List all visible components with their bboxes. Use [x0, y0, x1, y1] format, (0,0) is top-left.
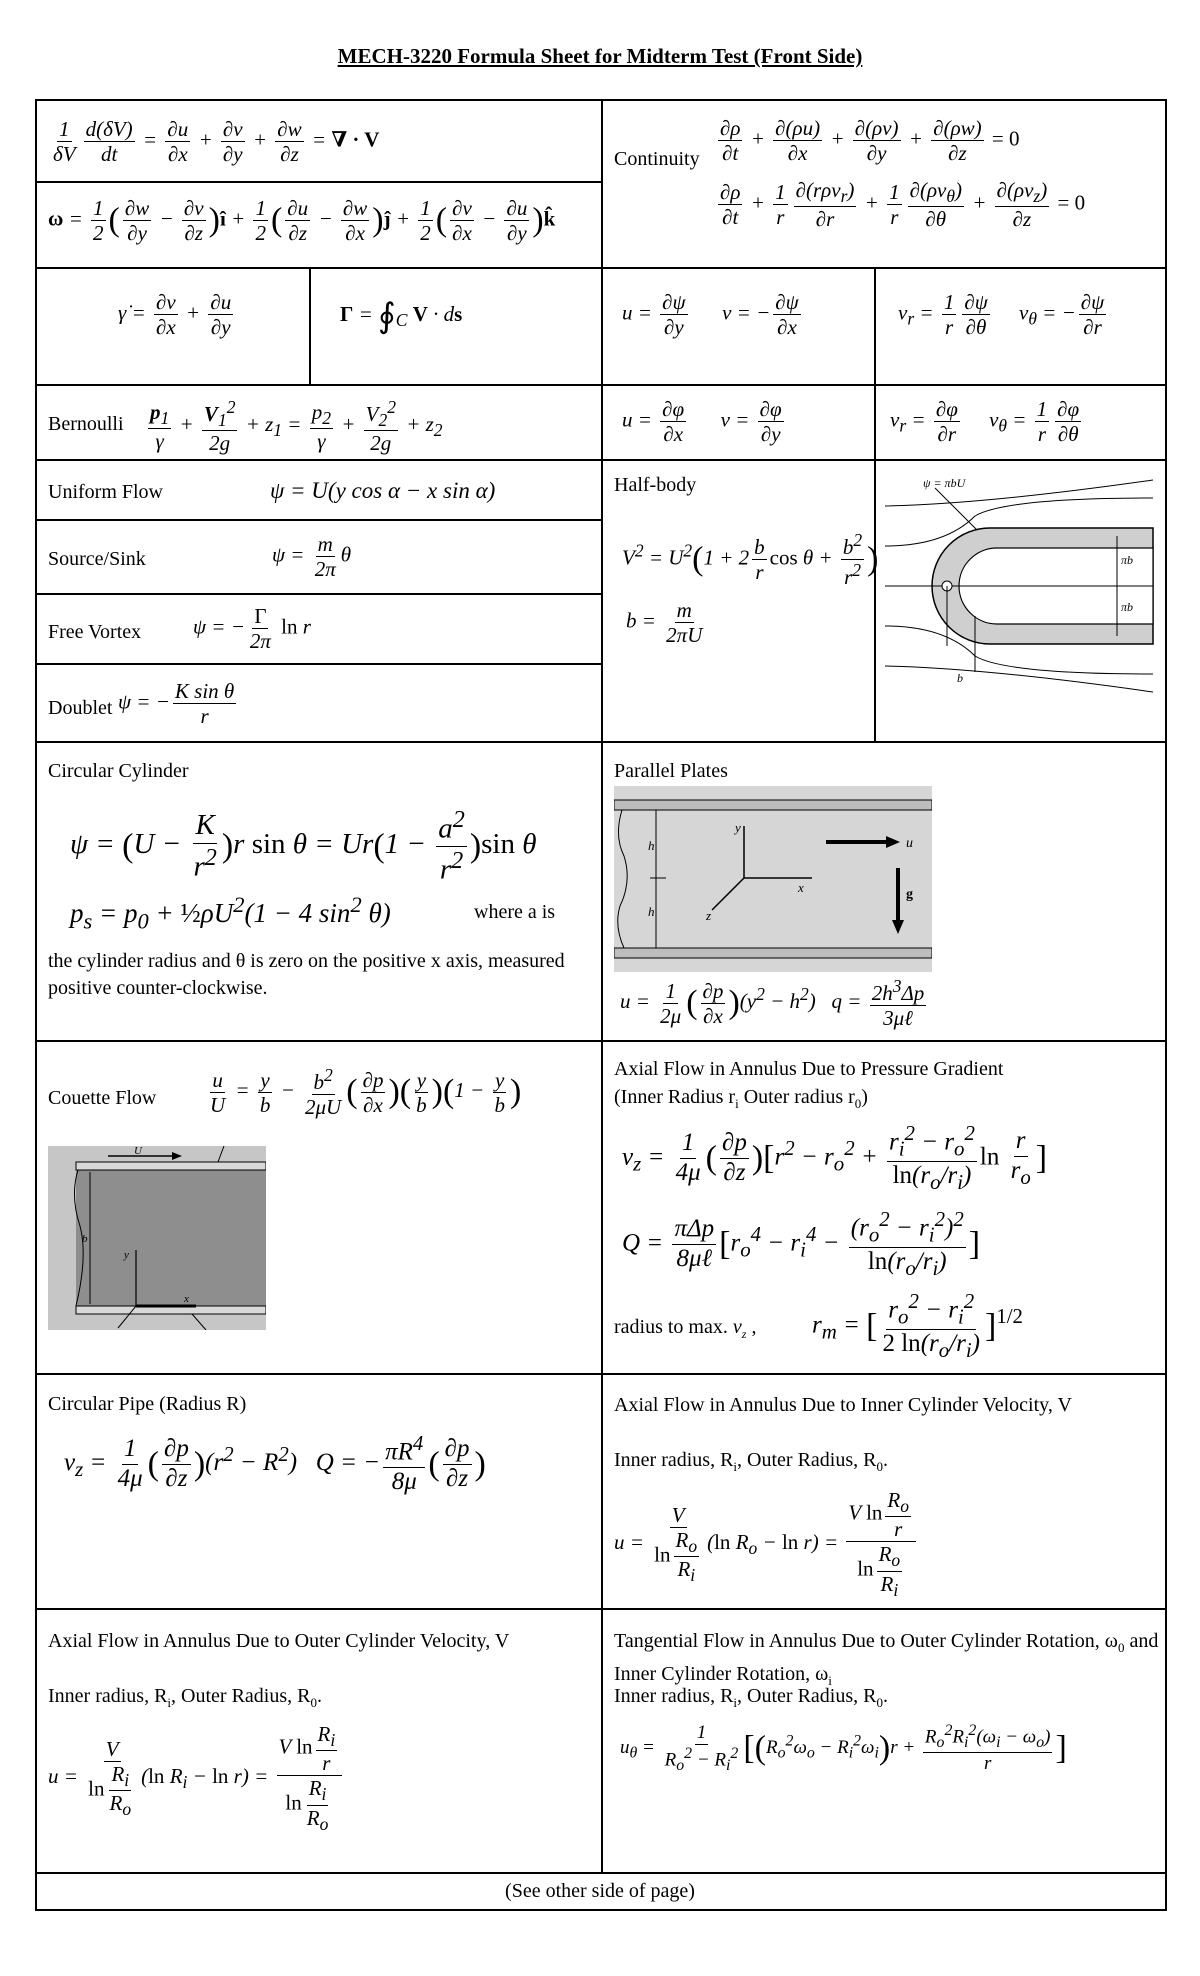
vorticity-eq: ω = $\frac{1}{2}$ ( $\frac{\partial w}{\partial y}$ − $\frac{\partial v}{\partial z}$ )î + $\frac{1}{2}$ ( $\frac{\partial u}{\partial z}$ − $\frac{\partial w}{\partial x}$ )ĵ + $\frac{1}{2}$ ( $\frac{\partial v}{\partial x}$ − $\frac{\partial u}{\partial y}$ )k̂ — [48, 196, 556, 246]
tangential-radii: Inner radius, $R_i$, Outer Radius, $R_0$. — [614, 1685, 888, 1710]
cylinder-pressure-eq: $p_s = p_0$ + $\frac{1}{2}\rho U^2(1 - 4$ $\sin^2 \theta$) — [70, 892, 391, 934]
half-body-b-eq: b = $\frac{m}{2\pi U}$ — [626, 598, 703, 648]
half-body-psi-label: ψ = πbU — [923, 476, 966, 490]
couette-flow-label: Couette Flow — [48, 1087, 157, 1109]
circulation-eq: $\Gamma = ∮_C$ V · ds — [340, 298, 463, 335]
continuity-cylindrical-eq: $\frac{\partial\rho}{\partial t}$ + $\frac{1}{r}$ $\frac{\partial(r\rho v_r)}{\partial r}$ + $\frac{1}{r}$ $\frac{\partial(\rho v_\theta)}{\partial\theta}$ + $\frac{\partial(\rho v_z)}{\partial z}$ = 0 — [720, 178, 1086, 232]
volumetric-dilatation-eq: $\frac{1}{\delta V}$ $\frac{d(\delta V)}{dt}$ = $\frac{\partial u}{\partial x}$ + $\frac{\partial v}{\partial y}$ + $\frac{\partial w}{\partial z}$ = ∇ · V — [53, 117, 380, 167]
half-body-label: Half-body — [614, 474, 697, 496]
potential-cartesian-eq: u = $\frac{\partial\varphi}{\partial x}$ v = $\frac{\partial\varphi}{\partial y}$ — [622, 397, 782, 447]
annulus-pressure-subtitle: (Inner Radius $r_i$ Outer radius $r_0$) — [614, 1086, 868, 1111]
free-vortex-eq: ψ = − $\frac{\Gamma}{2\pi}$ ln r — [193, 604, 311, 654]
shear-strain-rate-eq: γ̇ = $\frac{\partial v}{\partial x}$ + $\frac{\partial u}{\partial y}$ — [118, 290, 232, 340]
potential-polar-eq: $v_r$ = $\frac{\partial\varphi}{\partial r}$ $v_\theta$ = $\frac{1}{r}$ $\frac{\partial\varphi}{\partial\theta}$ — [890, 397, 1080, 447]
couette-U-label: U — [134, 1146, 142, 1157]
plates-u-label: u — [906, 836, 913, 851]
annulus-pressure-title: Axial Flow in Annulus Due to Pressure Gradient — [614, 1058, 1004, 1080]
annulus-inner-title: Axial Flow in Annulus Due to Inner Cylinder Velocity, V — [614, 1394, 1072, 1416]
stream-function-cartesian-eq: u = $\frac{\partial\psi}{\partial y}$ v = − $\frac{\partial\psi}{\partial x}$ — [622, 290, 799, 340]
circular-pipe-eq: $v_z$ = $\frac{1}{4\mu}$ ( $\frac{\partial p}{\partial z}$ )$(r^2 - R^2)$ Q = − $\frac{\pi R^4}{8\mu}$ ( $\frac{\partial p}{\partial z}$ ) — [64, 1431, 486, 1496]
parallel-plates-figure — [614, 786, 932, 972]
footer-note: (See other side of page) — [505, 1880, 695, 1902]
plates-z-label: z — [706, 908, 712, 923]
half-body-pib-bottom: πb — [1121, 600, 1134, 614]
bernoulli-eq: $\frac{p_1}{\gamma}$ + $\frac{V_1^2}{2g}$ + $z_1$ = $\frac{p_2}{\gamma}$ + $\frac{V_2^2}{2g}$ + $z_2$ — [150, 397, 443, 456]
radius-to-max-label: radius to max. $v_z$ , — [614, 1316, 757, 1341]
couette-b-label: b — [82, 1233, 88, 1245]
continuity-cartesian-eq: $\frac{\partial\rho}{\partial t}$ + $\frac{\partial(\rho u)}{\partial x}$ + $\frac{\partial(\rho v)}{\partial y}$ + $\frac{\partial(\rho w)}{\partial z}$ = 0 — [720, 116, 1020, 166]
parallel-plates-label: Parallel Plates — [614, 760, 728, 782]
half-body-b-label: b — [957, 671, 963, 685]
tangential-velocity-eq: $u_\theta$ = $\frac{1}{R_o^2 - R_i^2}$ [$(R_o^2\omega_o - R_i^2\omega_i)r$ + $\frac{R_o^2R_i^2(\omega_i - \omega_o)}{r}$ ] — [620, 1722, 1067, 1775]
source-sink-eq: ψ = $\frac{m}{2\pi}$ θ — [272, 532, 352, 582]
half-body-figure — [885, 476, 1155, 696]
cylinder-note-text: the cylinder radius and θ is zero on the positive x axis, measured positive counter-clockwise. — [48, 950, 565, 999]
doublet-label: Doublet — [48, 697, 113, 719]
plates-g-label: g — [906, 887, 913, 902]
annulus-outer-radii: Inner radius, $R_i$, Outer Radius, $R_0$. — [48, 1685, 322, 1710]
annulus-inner-radii: Inner radius, $R_i$, Outer Radius, $R_0$. — [614, 1449, 888, 1474]
uniform-flow-label: Uniform Flow — [48, 481, 163, 503]
radius-max-eq: $r_m$ = [ $\frac{r_o^2 - r_i^2}{2 \ln(r_o/r_i)}$ ]$^{1/2}$ — [812, 1289, 1023, 1363]
annulus-flowrate-eq: Q = $\frac{\text{πΔp}}{\text{8μℓ}}$ [$r_o^4 - r_i^4$ − $\frac{(r_o^2 - r_i^2)^2}{\ln(r_o/r_i)}$ ] — [622, 1207, 981, 1281]
parallel-plates-eq: u = $\frac{1}{2\mu}$ ( $\frac{\partial p}{\partial x}$ )$(y^2 - h^2)$ q = $\frac{2h^3\Delta p}{\text{3μℓ}}$ — [620, 976, 925, 1031]
uniform-flow-eq: ψ = U(y cos α − x sin α) — [270, 478, 496, 503]
couette-x-label: x — [184, 1293, 189, 1305]
annulus-velocity-eq: $v_z$ = $\frac{1}{4\mu}$ ( $\frac{\partial p}{\partial z}$ )[$r^2 - r_o^2$ + $\frac{r_i^2 - r_o^2}{\ln(r_o/r_i)}$ ln $\frac{r}{r_o}$ ] — [622, 1121, 1048, 1195]
cylinder-stream-function-eq: ψ = (U − $\frac{K}{r^2}$ )r sin θ = Ur(1 − $\frac{a^2}{r^2}$ )sin θ — [70, 806, 537, 886]
sheet-title: MECH-3220 Formula Sheet for Midterm Test (Front Side) — [337, 44, 863, 68]
half-body-pib-top: πb — [1121, 553, 1134, 567]
free-vortex-label: Free Vortex — [48, 621, 142, 643]
continuity-label: Continuity — [614, 148, 700, 170]
cylinder-where-text: where a is — [474, 901, 556, 923]
stream-function-polar-eq: $v_r$ = $\frac{1}{r}$ $\frac{\partial\psi}{\partial\theta}$ $v_\theta$ = − $\frac{\partial\psi}{\partial r}$ — [898, 290, 1105, 340]
couette-flow-figure — [48, 1146, 266, 1330]
tangential-title: Tangential Flow in Annulus Due to Outer Cylinder Rotation, $\omega_0$ and Inner Cylinder Rotation, $\omega_i$ — [614, 1630, 1159, 1688]
source-sink-label: Source/Sink — [48, 548, 146, 570]
bernoulli-label: Bernoulli — [48, 413, 124, 435]
circular-cylinder-label: Circular Cylinder — [48, 760, 189, 782]
couette-flow-eq: $\frac{u}{U}$ = $\frac{y}{b}$ − $\frac{b^2}{2\mu U}$ ( $\frac{\partial p}{\partial x}$ )( $\frac{y}{b}$ )(1 − $\frac{y}{b}$ ) — [210, 1065, 522, 1120]
plates-h-top: h — [648, 838, 655, 853]
circular-pipe-label: Circular Pipe (Radius R) — [48, 1393, 247, 1415]
doublet-eq: ψ = − $\frac{\text{K sin θ}}{r}$ — [118, 679, 235, 729]
plates-h-bottom: h — [648, 904, 655, 919]
plates-y-label: y — [735, 820, 741, 835]
couette-y-label: y — [124, 1249, 129, 1261]
annulus-outer-title: Axial Flow in Annulus Due to Outer Cylinder Velocity, V — [48, 1630, 510, 1652]
annulus-inner-eq: u = V ln $\frac{R_o}{R_i}$ (ln $R_o - \ln r$) = V ln $\frac{R_o}{r}$ ln $\frac{R_o}{R_i}$ — [614, 1488, 919, 1600]
annulus-outer-eq: u = V ln $\frac{R_i}{R_o}$ (ln $R_i - \ln r$) = V ln $\frac{R_i}{r}$ ln $\frac{R_i}{R_o}$ — [48, 1722, 345, 1834]
half-body-velocity-eq: $V^2 = U^2(1 + 2$ $\frac{b}{r}$ cos θ + $\frac{b^2}{r^2}$ ) — [622, 530, 879, 590]
plates-x-label: x — [798, 880, 804, 895]
